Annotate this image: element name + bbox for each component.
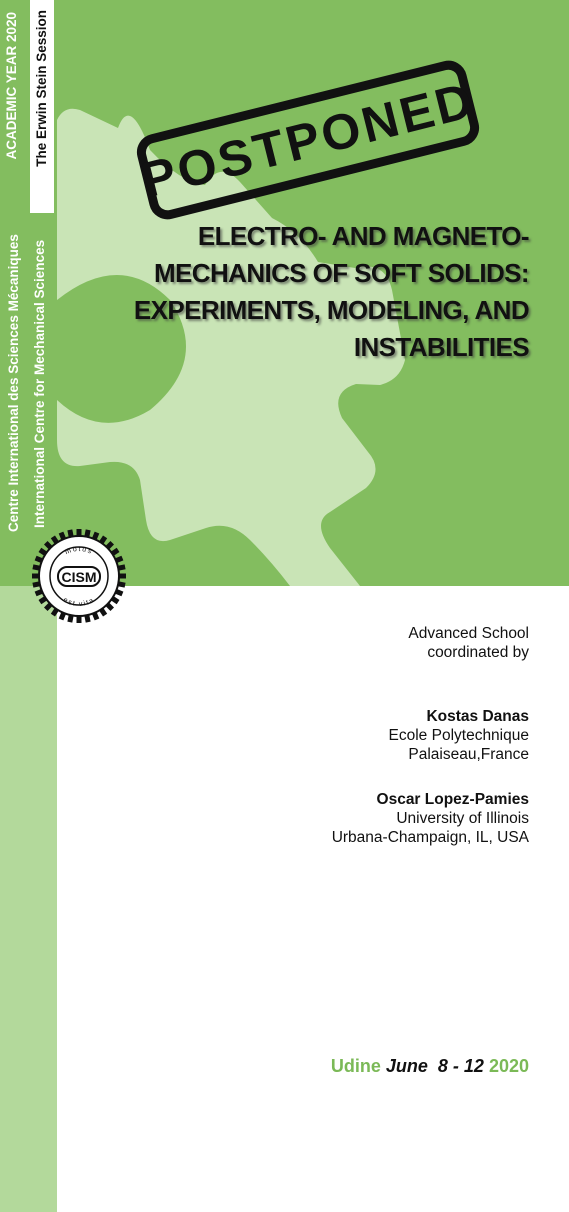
title-line: ELECTRO- AND MAGNETO- bbox=[197, 221, 529, 251]
logo-motto-top: motus bbox=[64, 545, 94, 557]
title-line: MECHANICS OF SOFT SOLIDS: bbox=[153, 258, 529, 288]
coordinator-location: Urbana-Champaign, IL, USA bbox=[331, 829, 529, 846]
coordinator-name: Oscar Lopez-Pamies bbox=[376, 791, 529, 808]
title-line: INSTABILITIES bbox=[353, 332, 529, 362]
coordinator-name: Kostas Danas bbox=[426, 708, 529, 725]
school-heading bbox=[408, 624, 529, 662]
event-date bbox=[331, 1056, 529, 1077]
cism-logo bbox=[30, 527, 128, 625]
session-label: The Erwin Stein Session bbox=[34, 10, 49, 167]
logo-motto-bottom: est vita bbox=[61, 596, 97, 609]
centre-name-english: International Centre for Mechanical Sciences bbox=[32, 239, 47, 528]
coordinator-block bbox=[389, 707, 529, 764]
school-line: Advanced School bbox=[408, 625, 529, 642]
event-days: June 8 - 12 bbox=[385, 1056, 484, 1076]
coordinator-block bbox=[332, 790, 529, 847]
event-city: Udine bbox=[330, 1056, 381, 1076]
coordinator-location: Palaiseau,France bbox=[408, 746, 529, 763]
logo-cism-text: CISM bbox=[61, 569, 97, 585]
left-strip bbox=[0, 586, 57, 1212]
course-title bbox=[69, 218, 529, 366]
title-line: EXPERIMENTS, MODELING, AND bbox=[133, 295, 529, 325]
cism-gear-emblem bbox=[30, 527, 128, 625]
centre-name-french: Centre International des Sciences Mécaniques bbox=[6, 234, 21, 533]
event-year: 2020 bbox=[488, 1056, 529, 1076]
school-line: coordinated by bbox=[427, 644, 529, 661]
coordinator-affiliation: University of Illinois bbox=[396, 810, 529, 827]
postponed-stamp-text: POSTPONED bbox=[136, 71, 481, 209]
coordinator-affiliation: Ecole Polytechnique bbox=[388, 727, 529, 744]
academic-year-label: ACADEMIC YEAR 2020 bbox=[4, 12, 19, 160]
